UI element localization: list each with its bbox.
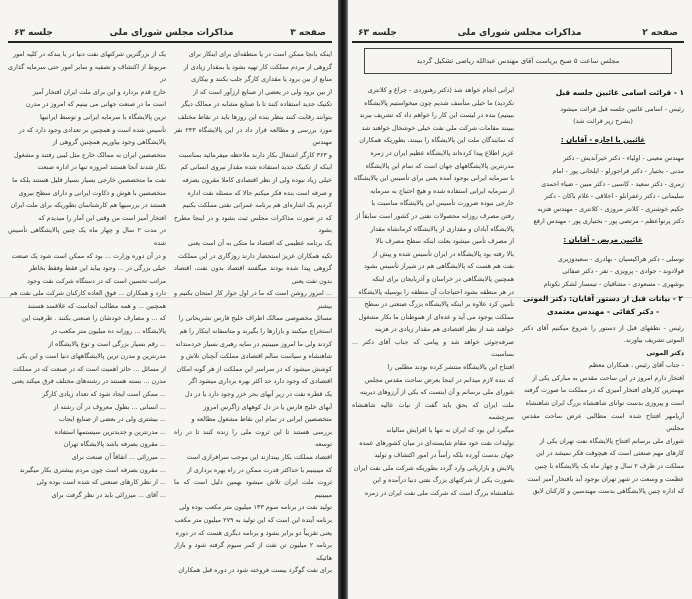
left-page-header xyxy=(8,18,332,43)
text-line: شاهنشاه و سیاست سالم اقتصادی مملکت آنچنان تلاش و xyxy=(180,352,332,361)
text-line: مراتب تحسین است که در دستگاه شرکت نفت وجود xyxy=(27,276,166,285)
text-line: که نمایندگان ملت این پالایشگاه را ببینند، بطوریکه همکاران xyxy=(359,136,514,145)
text-line: نکردید) ما خیلی متأسف شدیم چون میخواستیم پالایشگاه xyxy=(364,98,514,107)
text-line: که بنده لازم میدانم در اینجا بعرض ساحت مقدس مجلس xyxy=(364,375,514,384)
text-line: دارد و همکاران ... فوق العاده کارکنان شرکت ملی نفت هم xyxy=(9,289,166,298)
text-line: متخصصین ایرانی در تمام این نقاط مشغول مطالعه و xyxy=(191,415,332,424)
text-line: حکیم خوشنری - کلانتر مروزی - کلانتری - مهندس هنزیه xyxy=(537,204,684,213)
right-page-columns xyxy=(352,84,684,574)
text-line: تأمین کرد علاوه بر اینکه پالایشگاه بزرگ صنعتی در سطح xyxy=(364,300,514,309)
right-page xyxy=(342,0,692,599)
text-line: اقتصاد مملکت بکار بیندازند این موجب سرافرازی است xyxy=(186,453,332,461)
text-line: خارجی نبوده ضرورت تأسیس این پالایشگاه مناسبت با xyxy=(371,199,514,208)
text-line: پالایشگاه ... روزانه ده میلیون متر مکعب در xyxy=(51,327,166,336)
book-gutter xyxy=(338,0,348,599)
text-line: با سرمایه ایرانی بوجود آمده یعنی برای تأسیس این پالایشگاه xyxy=(354,174,514,183)
text-line: استخراج میکنند و بازارها را بگیرند و متاسفانه اینکار را هم xyxy=(179,327,332,336)
text-line: تأسیس شده است و همچنین بر تعدادی وجود دارد که در xyxy=(18,125,166,134)
text-line: سلیمانی - دکتر زعفرانلو - اخلاقی - غلام باکان - دکتر xyxy=(544,192,684,201)
text-line: هستند در بررسیها هم کارشناسان بطوریکه برای ملت ایران xyxy=(10,201,166,210)
text-line: زمری - دکتر سعید - کاسبی - دکتر مبین - ضیاء احمدی xyxy=(541,179,684,188)
text-line: از مسائل ... حائز اهمیت است که در صنعت که در مملکت xyxy=(12,364,166,373)
absent-with-leave-heading: غائبین با اجازه - آقایان : xyxy=(560,135,646,144)
left-page-column-right xyxy=(174,48,332,588)
left-page-column-left xyxy=(8,48,166,588)
left-page-title: مذاکرات مجلس شورای ملی xyxy=(109,28,234,38)
text-line: فولادوند - جوادی - پرویزی - تفر - دکتر صفائی xyxy=(562,267,684,276)
text-line: مملکت بوجود می آید و عده‌ای از هموطنان ما بکار مشغول xyxy=(358,312,514,321)
text-line: ایرانی انجام خواهد شد (دکتر رهنوردی - چراغ و کلانتری xyxy=(367,86,514,94)
section1-note: (بشرح زیر قرائت شد) xyxy=(573,117,633,126)
text-line: ... انسانی ... بطول معروف در آن رشته از xyxy=(53,402,166,411)
text-line: ... میرزائی ... اتفاقاً آن صنعت برای xyxy=(71,453,166,461)
text-line: ملت ایران که بحق باید گفت از نیات عالیه شاهنشاه سرچشمه xyxy=(352,400,514,422)
text-line: برنامه ۲ میلیون تن نفت از کمر سیوم گرفته شود و بازار هائیکه xyxy=(174,541,332,562)
text-line: مدرن ... بسته هستند در رشته‌های مختلف فرق میکند یعنی xyxy=(11,377,166,386)
text-line: متخصصین با هوش و ذکاوت ایرانی و دارای سطح نیروی xyxy=(18,188,166,197)
text-line: همچنین پالایشگاهی در خراسان و آذربایجان برای اینکه xyxy=(372,274,514,283)
paper-fold-line xyxy=(0,297,342,298)
section2-heading: ۲ - بیانات قبل از دستور آقایان: دکتر الموتی - دکتر کفائی - مهندس معتمدی xyxy=(523,294,683,316)
text-line: ... آقای ... میرزائی باید در نظر گرفت برای xyxy=(51,490,166,499)
text-line: پالایش و بازاریابی وارد گردد بطوریکه شرکت ملی نفت ایران xyxy=(353,463,514,472)
text-line: شاهنشاه بزرگ است که شرکت ملی نفت ایران در زمره xyxy=(364,489,514,497)
text-line: مهمترین کارهای افتخار آمیزی که در مملکت ما صورت گرفته xyxy=(523,386,684,395)
section1-heading: ۱ - قرائت اسامی غائبین جلسه قبل xyxy=(555,88,684,97)
section2-intro: رئیس - نطقهای قبل از دستور را شروع میکنیم آقای دکتر الموتی تشریف بیاورند. xyxy=(522,323,684,345)
text-line: نفت هم هست که پالایشگاهی هم در شیراز تأسیس بشود xyxy=(363,262,514,271)
text-line: است و پیروزی بدست توانای شاهنشاه بزرگ ایران شاهنشاه xyxy=(525,399,684,408)
text-line: شورای ملی برسانم و آن اینست که یکی از آرزوهای دیرینه xyxy=(360,388,514,397)
text-line: متخصصین ایران به ممالک خارج مثل لیبی رفتند و مشغول xyxy=(13,150,166,159)
text-line: ... رقم بسیار بزرگی است و نوع پالایشگاه از xyxy=(48,339,166,348)
text-line: آبهای خلیج فارس یا در دل کوههای زاگرس امروز xyxy=(203,402,332,411)
text-line: ببینیم) بنده در لیست این کار را خواهم داد که تشریف ببرند xyxy=(359,111,514,120)
text-line: بکار شدند آنجا هستند امروزه تنها در اداره صنعت xyxy=(37,163,166,172)
text-line: مدرنترین و مدرن ترین پالایشگاههای دنیا است و این یکی xyxy=(16,352,166,361)
text-line: عظمت و وسعت در شهر تهران بوجود آید بافتخار آمیز است xyxy=(527,474,684,483)
text-line: گروهی از مردم مملکت کار تهیه بشود یا بمقدار زیادی از xyxy=(183,62,332,71)
text-line: همچنین ... و همه مطالب آنجاست که علاقمند هستند xyxy=(27,301,166,310)
left-page xyxy=(0,0,342,599)
left-page-columns xyxy=(8,48,332,588)
section1-intro: رئیس - اسامی غائبین جلسه قبل قرائت میشود xyxy=(560,104,684,113)
text-line: دکتر پرتواعظم - مرتضی پور - بختیاری پور - مهندس ارفع xyxy=(533,217,684,226)
right-session-number: جلسه ۶۳ xyxy=(358,28,397,38)
text-line: آریامهر افتتاح شده است مطالبی عرض ساحت مقدس مجلس xyxy=(522,411,684,433)
text-line: ترین پالایشگاه با سرمایه ایرانی و توسط ایرانیها xyxy=(39,112,166,121)
text-line: تولیدات نفت خود مقام شایسته‌ای در میان کشورهای عمده xyxy=(359,438,514,447)
text-line: مربوط از اکتشاف و تصفیه و سایر امور حتی سرمایه گذاری در xyxy=(8,62,166,84)
text-line: برنامه آینده این است که این تولید به ۲۷۹ میلیون متر مکعب xyxy=(174,515,332,524)
text-line: ... امروز روشن است که ما در اول جوار کار امتحان بکنیم و بیشتر xyxy=(174,289,332,310)
text-line: پالایشگاه آبادان و مقداری از پالایشگاه کرمانشاه مقدار xyxy=(370,224,514,233)
right-page-number: صفحه ۲ xyxy=(642,28,678,38)
text-line: پالایشگاهی وجود بیاوریم همچنین گروهی از xyxy=(52,138,166,147)
text-line: که میبینیم با حداکثر قدرت ممکن در راه بهره برداری از xyxy=(186,465,332,474)
text-line: خیلی زیاد نبوده ولی از نظر اقتصادی کاملا مقرون بصرفه xyxy=(182,175,332,184)
text-line: ... ممکن است ایجاد شود که تعداد زیادی کارگر xyxy=(42,390,166,399)
text-line: کردند ولی ما امروز میبینیم در سایه رهبری بسیار خردمندانه xyxy=(175,339,332,348)
text-line: یک از بزرگترین شرکتهای نفت دنیا در یا بندکه در کلیه امور xyxy=(13,50,166,58)
text-line: گروهی پیدا شده بودند میگفتند اقتصاد بدون نفت، اقتصاد بدون نفت یعنی xyxy=(174,264,332,285)
text-line: افتخار دارم امروز در این ساحت مقدس به مبارکی یکی از xyxy=(532,373,684,382)
absent-sick-list xyxy=(522,253,684,291)
text-line: افتتاح این پالایشگاه منتشر کرده بودند مطلبی را xyxy=(387,363,514,372)
text-line: ... از نظر کارهای صنعتی که شده است بوده ولی xyxy=(36,478,166,487)
right-page-title: مذاکرات مجلس شورای ملی xyxy=(457,28,582,38)
right-page-column-right xyxy=(522,84,684,574)
text-line: بوشهری - مسعودی - مشاقیان - تیمسار لشکر نکونام xyxy=(543,279,684,288)
text-line: خواهند شد از نظر اقتصادی هم مقدار زیادی در هزینه xyxy=(374,325,514,334)
text-line: نفت ما متخصصین خارجی بسیار بسیار قلیل هستند بلکه ما xyxy=(12,175,166,184)
text-line: ... مقرون بصرفه باشد پالایشگاه تهران xyxy=(63,440,166,449)
text-line: مسائل مخصوصی ممالک اطراف خلیج فارس تشریحاتی را xyxy=(178,314,332,323)
text-line: بصورت یکی از شرکتهای بزرگ نفتی دنیا درآمده و این xyxy=(372,476,514,485)
paper-fold-line xyxy=(342,297,692,298)
right-page-header xyxy=(352,18,684,43)
text-line: یک برنامه عظیمی که اقتصاد ما متکی به آن است یعنی xyxy=(187,238,332,247)
text-line: توسلی - دکتر هراکیسیان - بهادری - سعیدوزیری xyxy=(557,254,684,263)
text-line: ... مدرنترین و جدیدترین سیستمها استفاده xyxy=(54,427,166,436)
text-line: مملکت در ظرف ۲ سال و چهار ماه یک پالایشگاه با چنین xyxy=(534,462,684,471)
text-line: از بین برود ولی در بعضی از صنایع ارزآور است که از xyxy=(192,87,332,96)
text-line: برای نفت گوگرد بیست فروخته شود در دوره قبل همکاران xyxy=(178,566,332,575)
session-opening-note: مجلس ساعت ۵ صبح بریاست آقای مهندس عبدالله ریاضی تشکیل گردید xyxy=(364,48,672,74)
text-line: رفتن مصرف روزانه محصولات نفتی در کشور است سابقاً از xyxy=(355,211,514,220)
text-line: صرفه‌جوئی خواهد شد و پیامی که جناب آقای دکتر ... بمناسبت xyxy=(352,337,514,359)
text-line: بتوانند رقابت کنند بنظر بنده این روزها باید در نقاط مختلف xyxy=(177,112,332,121)
text-line: ... بیشتری ولی در بعضی از صنایع ایجاب xyxy=(58,415,166,424)
text-line: ... مقرون بصرفه است چون مردم بیشتری بکار میگیرند xyxy=(19,465,166,474)
text-line: یعنی تقریباً دو برابر بشود و برنامه دیگری هست که در دوره xyxy=(175,528,332,537)
text-line: است ما در صنعت جهانی می بینیم که امروز در مدرن xyxy=(25,100,166,109)
text-line: اینکه از تکنیک جدید استفاده شده مقدار نیروی انسانی کم xyxy=(180,163,332,172)
left-session-number: جلسه ۶۳ xyxy=(14,28,53,38)
text-line: مهندس معینی - اولیاء - دکتر خیرآندیش - دکتر xyxy=(563,154,684,163)
text-line: اقتصادی که وجود دارد حد اکثر بهره برداری میشود اگر xyxy=(188,377,332,386)
text-line: مدرنترین پالایشگاههای جهان است که تمام این پالایشگاه xyxy=(365,161,514,170)
text-line: منابع از بین برود یا مقداری کارگر جلب بکنند و بیکاری xyxy=(191,75,332,84)
text-line: شورای ملی برسانم افتتاح پالایشگاه نفت تهران یکی از xyxy=(539,436,684,445)
text-line: خارج قدم بردارد و این برای ملت ایران افتخار آمیز xyxy=(32,87,166,96)
text-line: بالا رفته بود پالایشگاه در ایران تأسیس شده و پیش از xyxy=(372,249,514,258)
text-line: تولید نفت در برنامه سوم ۱۳۳ میلیون متر مکعب بوده ولی xyxy=(179,503,332,512)
text-line: کردیم یک اشاره‌ای هم برنامه عمرانی نفتی مملکت بکنیم xyxy=(182,201,332,210)
text-line: تکیه همکاران عزیز استحضار دارند روزگاری در این مملکت xyxy=(178,251,332,260)
text-line: در مدت ۲ سال و چهار ماه یک چنین پالایشگاهی تأسیس شده xyxy=(8,226,166,247)
text-line: ببینند مقامات شرکت ملی نفت خیلی خوشحال خواهند شد xyxy=(361,123,514,132)
text-line: عزیز اطلاع پیدا کرده‌اند پالایشگاه عظیم ایران در زمره xyxy=(370,148,514,157)
text-line: از مصرف تأمین میشود بعلت اینکه سطح مصرف بالا xyxy=(375,237,514,246)
text-line: و در آن دوره وزارت ... بود که ممکن است شود یک صنعت xyxy=(11,251,166,260)
text-line: میگیرد این بود که ایران نه تنها با افزایش سالیانه xyxy=(386,426,514,435)
text-line: مورد بررسی و مطالعه قرار داد در این پالایشگاه ۲۴۳ نفر مهندس xyxy=(174,125,332,147)
text-line: بررسی هستند تا این ثروت ملی را زنده کنند تا در راه توسعه xyxy=(174,427,332,449)
text-line: کوشش میشود که در سراسر این مملکت از هر گونه امکان xyxy=(176,364,332,373)
text-line: که در صورت مذاکرات مجلس ثبت بشود و در اینجا مطرح بشود xyxy=(174,213,332,235)
speaker-name: دکتر الموتی xyxy=(646,348,684,357)
right-page-column-left xyxy=(352,84,514,574)
text-line: تکنیک جدید استفاده کنند تا با صنایع مشابه در ممالک دیگر xyxy=(181,100,332,109)
text-line: اینکه بانجا ممکن است در یا منطقه‌ای برای اینکار برای xyxy=(188,50,332,58)
text-line: مدنی - بختیار - دکتر قراجورلو - ایلخانی پور - امام xyxy=(552,166,684,175)
text-line: کارهای مهم صنعتی است که هیچوقت فکر نمیشد در این xyxy=(536,449,684,458)
absent-with-leave-list xyxy=(522,152,684,228)
text-line: جهان بدست آورده بلکه رأساً در امور اکتشاف و تولید xyxy=(374,451,514,460)
text-line: و ۳۶۳ کارگر اشتغال بکار دارند ملاحظه میفرمائید بمناسبت xyxy=(178,150,332,159)
text-line: در هر منطقه بشود احتیاجات آن منطقه را بوسیله پالایشگاه xyxy=(358,287,514,296)
absent-sick-heading: غائبین مریض - آقایان : xyxy=(563,235,643,244)
left-page-number: صفحه ۳ xyxy=(290,28,326,38)
text-line: ثروت ملت ایران تلاش میشود بهمین دلیل است که ما میبینیم xyxy=(174,478,332,499)
text-line: افتخار آمیز است من وقتی این آمار را میدیدم که xyxy=(38,213,166,222)
text-line: خیلی بزرگی در ... وجود بیاید این فقط وفقط بخاطر xyxy=(28,264,166,273)
text-line: که ... و مصارف خودشان را صنعتی بکنند . ظرفیت این xyxy=(21,314,166,323)
text-line: که اداره چنین پالایشگاهی بدست مهندسین و کارکنان لایق xyxy=(532,487,684,496)
text-line: از سرمایه ایرانی استفاده شده و هیچ احتیاج به سرمایه xyxy=(370,186,514,195)
text-line: یک قطره نفت در زیر آبهای بحر خزر وجود دارد یا در دل xyxy=(185,390,332,399)
text-line: و صرفه است بنده فکر میکنم حالا که مسئله نفت اداره xyxy=(187,188,332,197)
text-line: - جناب آقای رئیس ، همکاران معظم xyxy=(588,361,684,370)
speech-text xyxy=(522,359,684,498)
